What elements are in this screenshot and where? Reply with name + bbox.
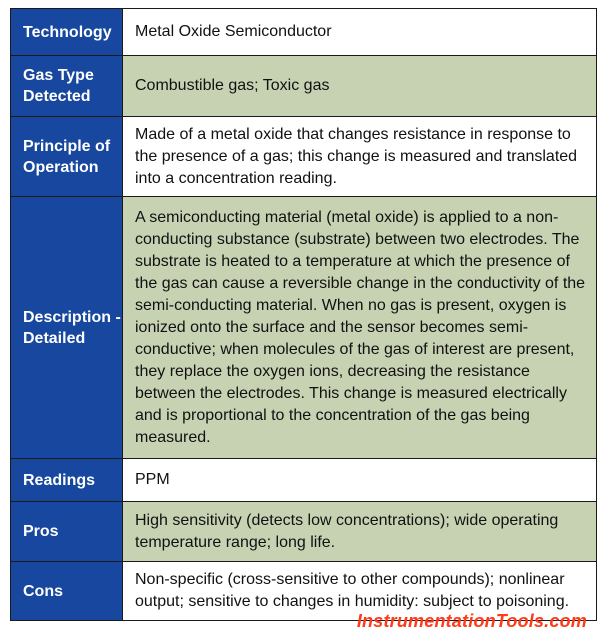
readings-label: Readings <box>11 459 123 502</box>
gas-type-label: Gas Type Detected <box>11 56 123 117</box>
row-technology <box>11 9 597 56</box>
site-watermark: InstrumentationTools.com <box>356 611 587 631</box>
cons-label: Cons <box>11 562 123 621</box>
sensor-spec-table <box>10 8 597 621</box>
row-pros <box>11 502 597 562</box>
row-readings <box>11 459 597 502</box>
principle-value: Made of a metal oxide that changes resistance in response to the presence of a gas; this change is measured and translated into a concentration reading. <box>123 117 597 197</box>
description-label: Description - Detailed <box>11 197 123 459</box>
row-description <box>11 197 597 459</box>
readings-value: PPM <box>123 459 597 502</box>
technology-value: Metal Oxide Semiconductor <box>123 9 597 56</box>
gas-type-value: Combustible gas; Toxic gas <box>123 56 597 117</box>
pros-label: Pros <box>11 502 123 562</box>
principle-label: Principle of Operation <box>11 117 123 197</box>
description-value: A semiconducting material (metal oxide) is applied to a non-conducting substance (substrate) between two electrodes. The substrate is heated to a temperature at which the presence of the gas can cause a reversible change in the conductivity of the semi-conducting material. When no gas is present, oxygen is ionized onto the surface and the sensor becomes semi-conductive; when molecules of the gas of interest are present, they replace the oxygen ions, decreasing the resistance between the electrodes. This change is measured electrically and is proportional to the concentration of the gas being measured. <box>123 197 597 459</box>
cons-value: Non-specific (cross-sensitive to other compounds); nonlinear output; sensitive to changes in humidity: subject to poisoning. <box>123 562 597 621</box>
row-principle <box>11 117 597 197</box>
technology-label: Technology <box>11 9 123 56</box>
pros-value: High sensitivity (detects low concentrations); wide operating temperature range; long life. <box>123 502 597 562</box>
row-gas-type <box>11 56 597 117</box>
